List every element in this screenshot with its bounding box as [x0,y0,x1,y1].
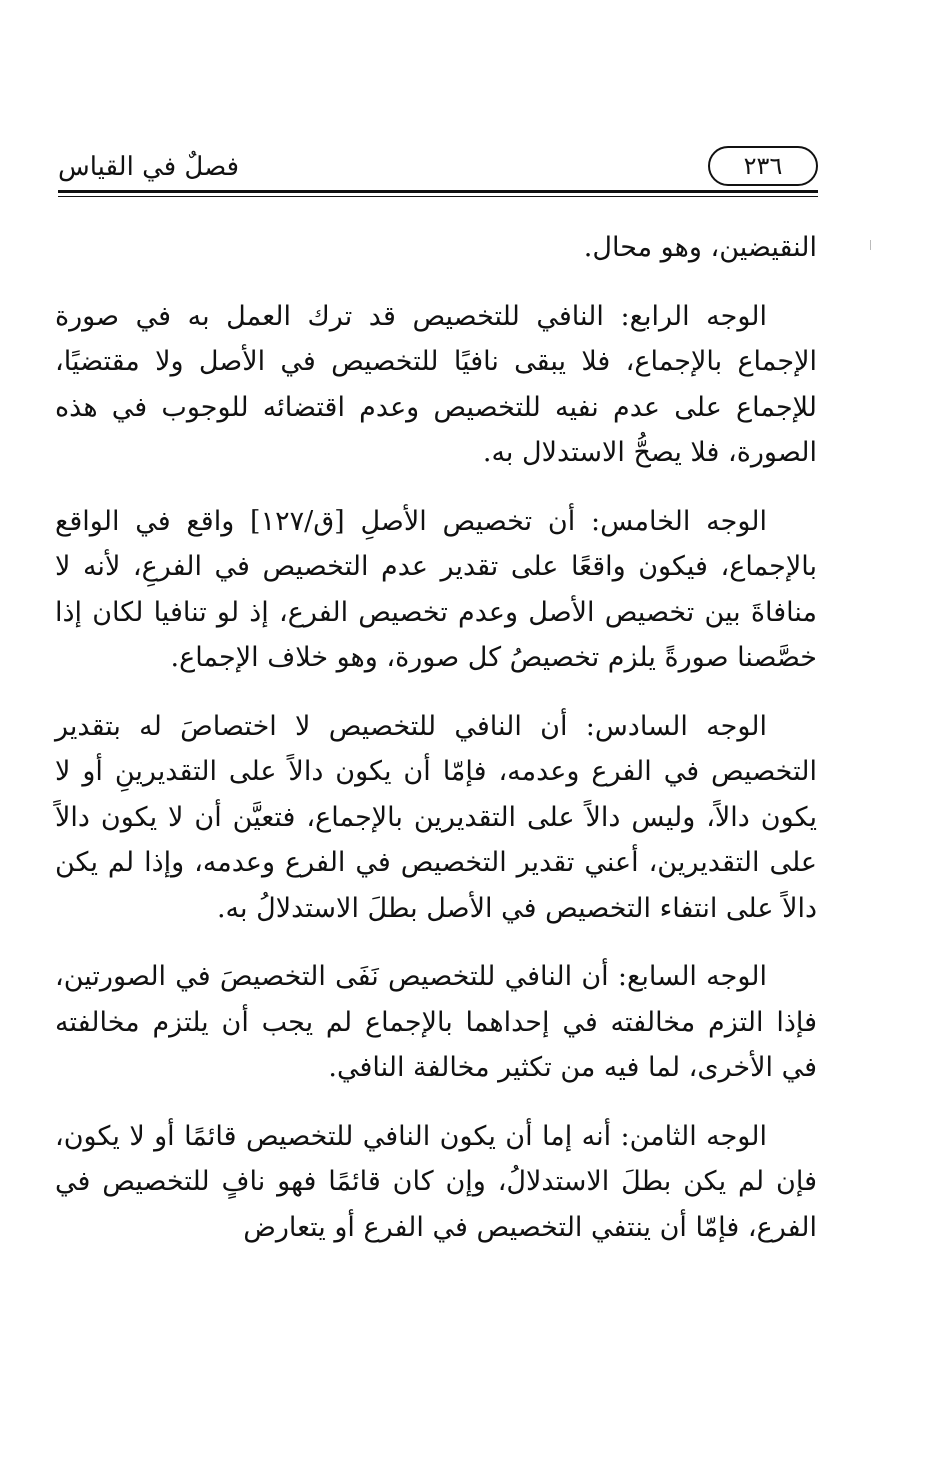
paragraph-fourth-aspect: الوجه الرابع: النافي للتخصيص قد ترك العمل به في صورة الإجماع بالإجماع، فلا يبقى نافيًا للتخصيص في الأصل ولا مقتضيًا، للإجماع على عدم نفيه للتخصيص وعدم اقتضائه للوجوب في هذه الصورة، فلا يصحُّ الاستدلال به. [55,300,817,468]
paragraph-eighth-aspect: الوجه الثامن: أنه إما أن يكون النافي للتخصيص قائمًا أو لا يكون، فإن لم يكن بطلَ الاستدلالُ، وإن كان قائمًا فهو نافٍ للتخصيص في الفرع، فإمّا أن ينتفي التخصيص في الفرع أو يتعارض [55,1120,817,1243]
running-title: فصلٌ في القياس [58,152,240,182]
header-rule-thick [58,190,818,193]
paragraph-fifth-aspect: الوجه الخامس: أن تخصيص الأصلِ [ق/١٢٧] واقع في الواقع بالإجماع، فيكون واقعًا على تقدير عدم التخصيص في الفرعِ، لأنه لا منافاةَ بين تخصيص الأصل وعدم تخصيص الفرع، إذ لو تنافيا لكان إذا خصَّصنا صورةً يلزم تخصيصُ كل صورة، وهو خلاف الإجماع. [55,505,817,673]
page-header [58,140,818,200]
paragraph-continuation: النقيضين، وهو محال. [583,232,817,263]
margin-mark [870,240,871,250]
paragraph-seventh-aspect: الوجه السابع: أن النافي للتخصيص نَفَى التخصيصَ في الصورتين، فإذا التزم مخالفته في إحداهما بالإجماع لم يجب أن يلتزم مخالفته في الأخرى، لما فيه من تكثير مخالفة النافي. [55,961,817,1083]
page-number-badge: ٢٣٦ [708,146,818,186]
paragraph-sixth-aspect: الوجه السادس: أن النافي للتخصيص لا اختصاصَ له بتقدير التخصيص في الفرع وعدمه، فإمّا أن يكون دالاً على التقديرينِ أو لا يكون دالاً، وليس دالاً على التقديرين بالإجماع، فتعيَّن أن لا يكون دالاً على التقديرين، أعني تقدير التخصيص في الفرع وعدمه، وإذا لم يكن دالاً على انتفاء التخصيص في الأصل بطلَ الاستدلالُ به. [55,710,817,924]
page-body [55,225,817,1273]
header-rule-thin [58,196,818,197]
